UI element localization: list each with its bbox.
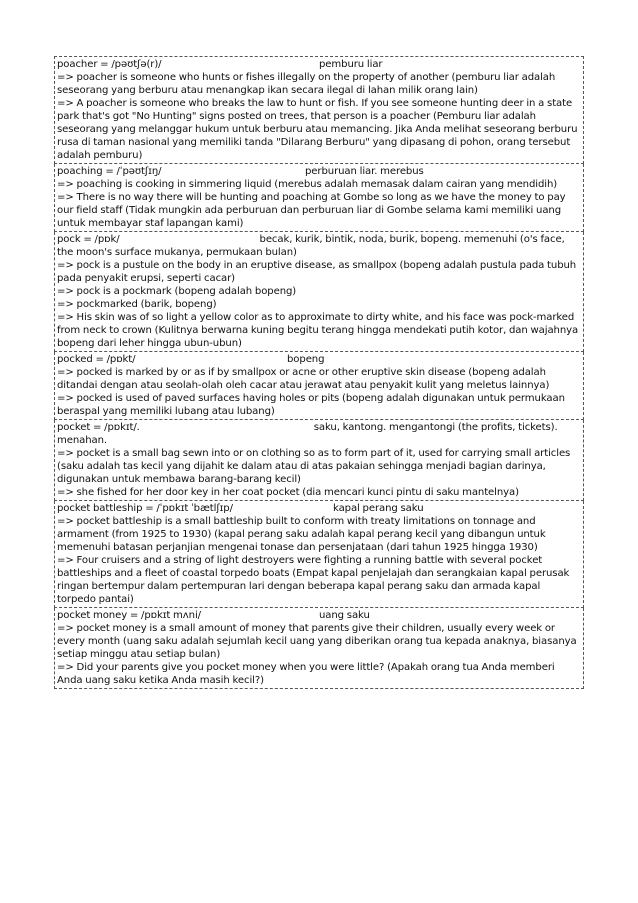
entry-heading (57, 58, 581, 71)
entry-line: => pocket battleship is a small battleship built to conform with treaty limitations on tonnage and armament (from 1925 to 1930) (kapal perang saku adalah kapal perang kecil yang dibangun untuk memenuhi batasan perjanjian mengenai tonase dan persenjataan (dari tahun 1925 hingga 1930) (57, 516, 546, 553)
entry-line: => A poacher is someone who breaks the law to hunt or fish. If you see someone hunting deer in a state park that's got "No Hunting" signs posted on trees, that person is a poacher (Pemburu liar adalah seseorang yang melanggar hukum untuk berburu atau memancing. Jika Anda melihat seseorang berburu rusa di taman nasional yang memiliki tanda "Dilarang Berburu" yang dipasang di pohon, orang tersebut adalah pemburu) (57, 98, 578, 161)
entry-translation: perburuan liar. merebus (305, 166, 424, 177)
entry-line: => poacher is someone who hunts or fishes illegally on the property of another (pemburu liar adalah seseorang yang berburu atau menangkap ikan secara ilegal di lahan milik orang lain) (57, 72, 556, 96)
entry-heading (57, 421, 581, 447)
entry-line: => There is no way there will be hunting and poaching at Gombe so long as we have the money to pay our field staff (Tidak mungkin ada perburuan dan perburuan liar di Gombe selama kami memiliki uang untuk membayar staf lapangan kami) (57, 192, 566, 229)
entry-heading (57, 609, 581, 622)
entry-translation: saku, kantong. mengantongi (the profits, tickets). menahan. (57, 422, 558, 446)
entry-word: poaching = /ˈpəʊtʃɪŋ/ (57, 166, 162, 177)
entry-heading (57, 353, 581, 366)
entry-poacher (54, 56, 584, 164)
entry-line: => pock is a pustule on the body in an eruptive disease, as smallpox (bopeng adalah pustula pada tubuh pada penyakit erupsi, seperti cacar) (57, 260, 577, 284)
entry-word: pocket = /pɒkɪt/. (57, 422, 140, 433)
entry-word: pocket battleship = /ˈpɒkɪt ˈbætlʃɪp/ (57, 503, 233, 514)
entry-line: => she fished for her door key in her coat pocket (dia mencari kunci pintu di saku mantelnya) (57, 487, 519, 498)
entry-heading (57, 165, 581, 178)
entry-word: pock = /pɒk/ (57, 234, 120, 245)
entry-line: => poaching is cooking in simmering liquid (merebus adalah memasak dalam cairan yang mendidih) (57, 179, 558, 190)
entry-line: => Four cruisers and a string of light destroyers were fighting a running battle with several pocket battleships and a fleet of coastal torpedo boats (Empat kapal penjelajah dan serangkaian kapal perusak ringan bertempur dalam pertempuran lari dengan beberapa kapal perang saku dan armada kapal torpedo pantai) (57, 555, 570, 605)
entry-poaching (54, 164, 584, 232)
entry-line: => pocket money is a small amount of money that parents give their children, usually every week or every month (uang saku adalah sejumlah kecil uang yang diberikan orang tua kepada anaknya, biasanya setiap minggu atau setiap bulan) (57, 623, 577, 660)
entry-line: => pocked is marked by or as if by smallpox or acne or other eruptive skin disease (bopeng adalah ditandai dengan atau seolah-olah oleh cacar atau jerawat atau penyakit kulit yang meletus lainnya) (57, 367, 550, 391)
entry-word: poacher = /pəʊtʃə(r)/ (57, 59, 162, 70)
entry-pocket-money (54, 608, 584, 689)
entry-word: pocked = /pɒkt/ (57, 354, 136, 365)
entry-heading (57, 502, 581, 515)
entry-translation: uang saku (319, 610, 370, 621)
entry-translation: kapal perang saku (333, 503, 424, 514)
entry-pock (54, 232, 584, 352)
entry-line: => pock is a pockmark (bopeng adalah bopeng) (57, 286, 297, 297)
entry-pocket (54, 420, 584, 501)
entry-line: => pockmarked (barik, bopeng) (57, 299, 217, 310)
glossary-page (54, 56, 584, 689)
entry-line: => His skin was of so light a yellow color as to approximate to dirty white, and his face was pock-marked from neck to crown (Kulitnya berwarna kuning begitu terang hingga mendekati putih kotor, dan wajahnya bopeng dari leher hingga ubun-ubun) (57, 312, 579, 349)
entry-line: => Did your parents give you pocket money when you were little? (Apakah orang tua Anda memberi Anda uang saku ketika Anda masih kecil?) (57, 662, 555, 686)
entry-translation: pemburu liar (319, 59, 383, 70)
entry-line: => pocket is a small bag sewn into or on clothing so as to form part of it, used for carrying small articles (saku adalah tas kecil yang dijahit ke dalam atau di atas pakaian sehingga menjadi bagian darinya, digunakan untuk membawa barang-barang kecil) (57, 448, 571, 485)
entry-pocked (54, 352, 584, 420)
entry-word: pocket money = /pɒkɪt mʌni/ (57, 610, 201, 621)
entry-translation: becak, kurik, bintik, noda, burik, bopeng. memenuhi (o's face, the moon's surface mukanya, permukaan bulan) (57, 234, 565, 258)
entry-heading (57, 233, 581, 259)
entry-pocket-battleship (54, 501, 584, 608)
entry-line: => pocked is used of paved surfaces having holes or pits (bopeng adalah digunakan untuk permukaan beraspal yang memiliki lubang atau lubang) (57, 393, 565, 417)
entry-translation: bopeng (287, 354, 325, 365)
